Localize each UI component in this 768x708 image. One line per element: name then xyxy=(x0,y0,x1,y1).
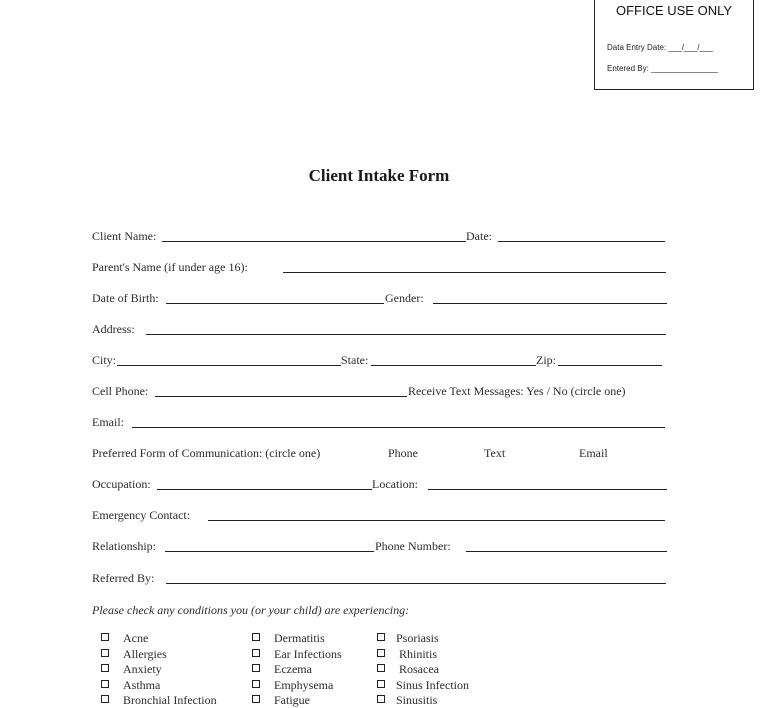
gender-label: Gender: xyxy=(385,291,424,305)
condition-label-eczema: Eczema xyxy=(274,662,312,676)
pref-option-email[interactable]: Email xyxy=(579,446,608,460)
occupation-field[interactable] xyxy=(157,489,372,490)
condition-label-acne: Acne xyxy=(123,631,149,645)
condition-label-asthma: Asthma xyxy=(123,678,161,692)
pref-option-text[interactable]: Text xyxy=(484,446,506,460)
zip-field[interactable] xyxy=(558,365,662,366)
date-label: Date: xyxy=(466,229,492,243)
checkbox-allergies[interactable] xyxy=(101,649,109,657)
relationship-label: Relationship: xyxy=(92,539,156,553)
checkbox-asthma[interactable] xyxy=(101,680,109,688)
gender-field[interactable] xyxy=(433,303,667,304)
location-field[interactable] xyxy=(428,489,667,490)
state-label: State: xyxy=(341,353,369,367)
dob-field[interactable] xyxy=(166,303,384,304)
condition-label-allergies: Allergies xyxy=(123,647,167,661)
pref-option-phone[interactable]: Phone xyxy=(388,446,418,460)
condition-label-fatigue: Fatigue xyxy=(274,693,310,707)
checkbox-dermatitis[interactable] xyxy=(252,633,260,641)
dob-label: Date of Birth: xyxy=(92,291,159,305)
pref-comm-label: Preferred Form of Communication: (circle one) xyxy=(92,446,321,460)
receive-text-label[interactable]: Receive Text Messages: Yes / No (circle one) xyxy=(408,384,626,398)
zip-label: Zip: xyxy=(536,353,556,367)
condition-label-rosacea: Rosacea xyxy=(399,662,439,676)
condition-label-bronchial-infection: Bronchial Infection xyxy=(123,693,217,707)
checkbox-eczema[interactable] xyxy=(252,664,260,672)
cell-phone-field[interactable] xyxy=(155,396,407,397)
emergency-contact-field[interactable] xyxy=(208,520,665,521)
checkbox-anxiety[interactable] xyxy=(101,664,109,672)
date-field[interactable] xyxy=(498,241,665,242)
location-label: Location: xyxy=(372,477,418,491)
conditions-instructions: Please check any conditions you (or your child) are experiencing: xyxy=(92,603,410,617)
checkbox-sinus-infection[interactable] xyxy=(377,680,385,688)
checkbox-sinusitis[interactable] xyxy=(377,695,385,703)
office-use-title: OFFICE USE ONLY xyxy=(615,3,733,18)
checkbox-fatigue[interactable] xyxy=(252,695,260,703)
client-name-field[interactable] xyxy=(162,241,466,242)
office-use-box xyxy=(594,0,754,90)
condition-label-rhinitis: Rhinitis xyxy=(399,647,438,661)
cell-phone-label: Cell Phone: xyxy=(92,384,149,398)
parent-name-label: Parent's Name (if under age 16): xyxy=(92,260,248,274)
client-name-label: Client Name: xyxy=(92,229,157,243)
email-label: Email: xyxy=(92,415,124,429)
city-field[interactable] xyxy=(117,365,341,366)
checkbox-rhinitis[interactable] xyxy=(377,649,385,657)
emergency-contact-label: Emergency Contact: xyxy=(92,508,191,522)
referred-by-label: Referred By: xyxy=(92,571,155,585)
checkbox-emphysema[interactable] xyxy=(252,680,260,688)
phone-number-label: Phone Number: xyxy=(375,539,451,553)
checkbox-ear-infections[interactable] xyxy=(252,649,260,657)
city-label: City: xyxy=(92,353,117,367)
state-field[interactable] xyxy=(371,365,536,366)
condition-label-ear-infections: Ear Infections xyxy=(274,647,342,661)
condition-label-anxiety: Anxiety xyxy=(123,662,162,676)
checkbox-acne[interactable] xyxy=(101,633,109,641)
condition-label-sinus-infection: Sinus Infection xyxy=(396,678,469,692)
checkbox-rosacea[interactable] xyxy=(377,664,385,672)
checkbox-psoriasis[interactable] xyxy=(377,633,385,641)
referred-by-field[interactable] xyxy=(166,583,666,584)
relationship-field[interactable] xyxy=(165,551,374,552)
condition-label-emphysema: Emphysema xyxy=(274,678,334,692)
email-field[interactable] xyxy=(132,427,665,428)
condition-label-dermatitis: Dermatitis xyxy=(274,631,325,645)
data-entry-date-field[interactable]: Data Entry Date: ___/___/___ xyxy=(607,43,713,52)
condition-label-sinusitis: Sinusitis xyxy=(396,693,438,707)
occupation-label: Occupation: xyxy=(92,477,151,491)
address-label: Address: xyxy=(92,322,135,336)
parent-name-field[interactable] xyxy=(283,272,666,273)
checkbox-bronchial-infection[interactable] xyxy=(101,695,109,703)
condition-label-psoriasis: Psoriasis xyxy=(396,631,439,645)
form-title: Client Intake Form xyxy=(308,166,450,185)
phone-number-field[interactable] xyxy=(466,551,667,552)
address-field[interactable] xyxy=(146,334,666,335)
entered-by-field[interactable]: Entered By: _______________ xyxy=(607,64,718,73)
